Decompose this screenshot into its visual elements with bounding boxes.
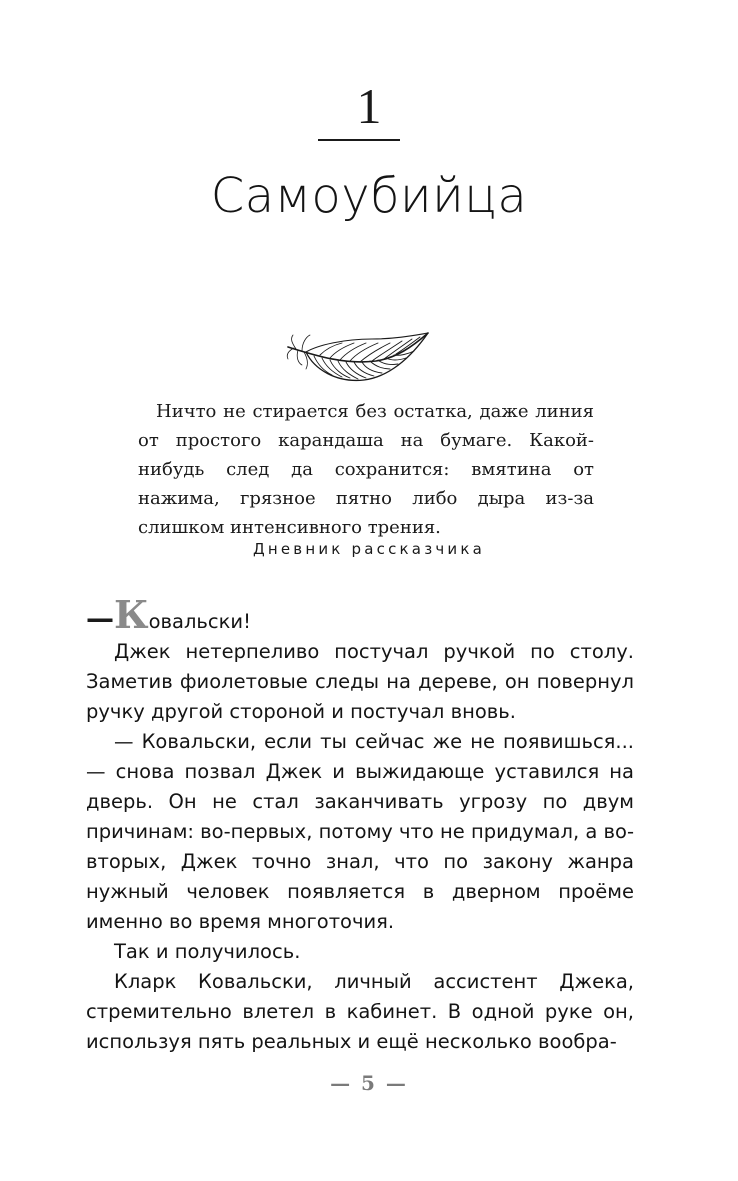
dropcap-letter: К <box>114 592 149 637</box>
epigraph-text: Ничто не стирается без остатка, даже линия от простого карандаша на бумаге. Какой-нибудь след да сохранится: вмятина от нажима, грязное пятно либо дыра из-за слишком интенсивного трения. <box>138 401 594 538</box>
opening-dash: — <box>86 602 114 635</box>
paragraph: Кларк Ковальски, личный ассистент Джека, стремительно влетел в кабинет. В одной руке он, используя пять реальных и ещё несколько вообра- <box>86 970 634 1053</box>
chapter-title: Самоубийца <box>210 168 528 224</box>
page-number: — 5 — <box>330 1071 408 1095</box>
chapter-body <box>86 592 634 1057</box>
paragraph: — Ковальски, если ты сейчас же не появишься... — снова позвал Джек и выжидающе уставился на дверь. Он не стал заканчивать угрозу по двум причинам: во-первых, потому что не придумал, а во-вторых, Джек точно знал, что по закону жанра нужный человек появляется в дверном проёме именно во время многоточия. <box>86 730 634 933</box>
chapter-rule <box>318 139 400 141</box>
epigraph <box>138 397 594 542</box>
paragraph: Так и получилось. <box>114 940 301 963</box>
epigraph-source: Дневник рассказчика <box>252 540 486 558</box>
chapter-number: 1 <box>356 78 382 134</box>
opening-text: овальски! <box>148 610 251 633</box>
feather-icon <box>284 325 432 387</box>
opening-line <box>86 592 634 637</box>
paragraph: Джек нетерпеливо постучал ручкой по столу. Заметив фиолетовые следы на дереве, он повернул ручку другой стороной и постучал вновь. <box>86 640 634 723</box>
